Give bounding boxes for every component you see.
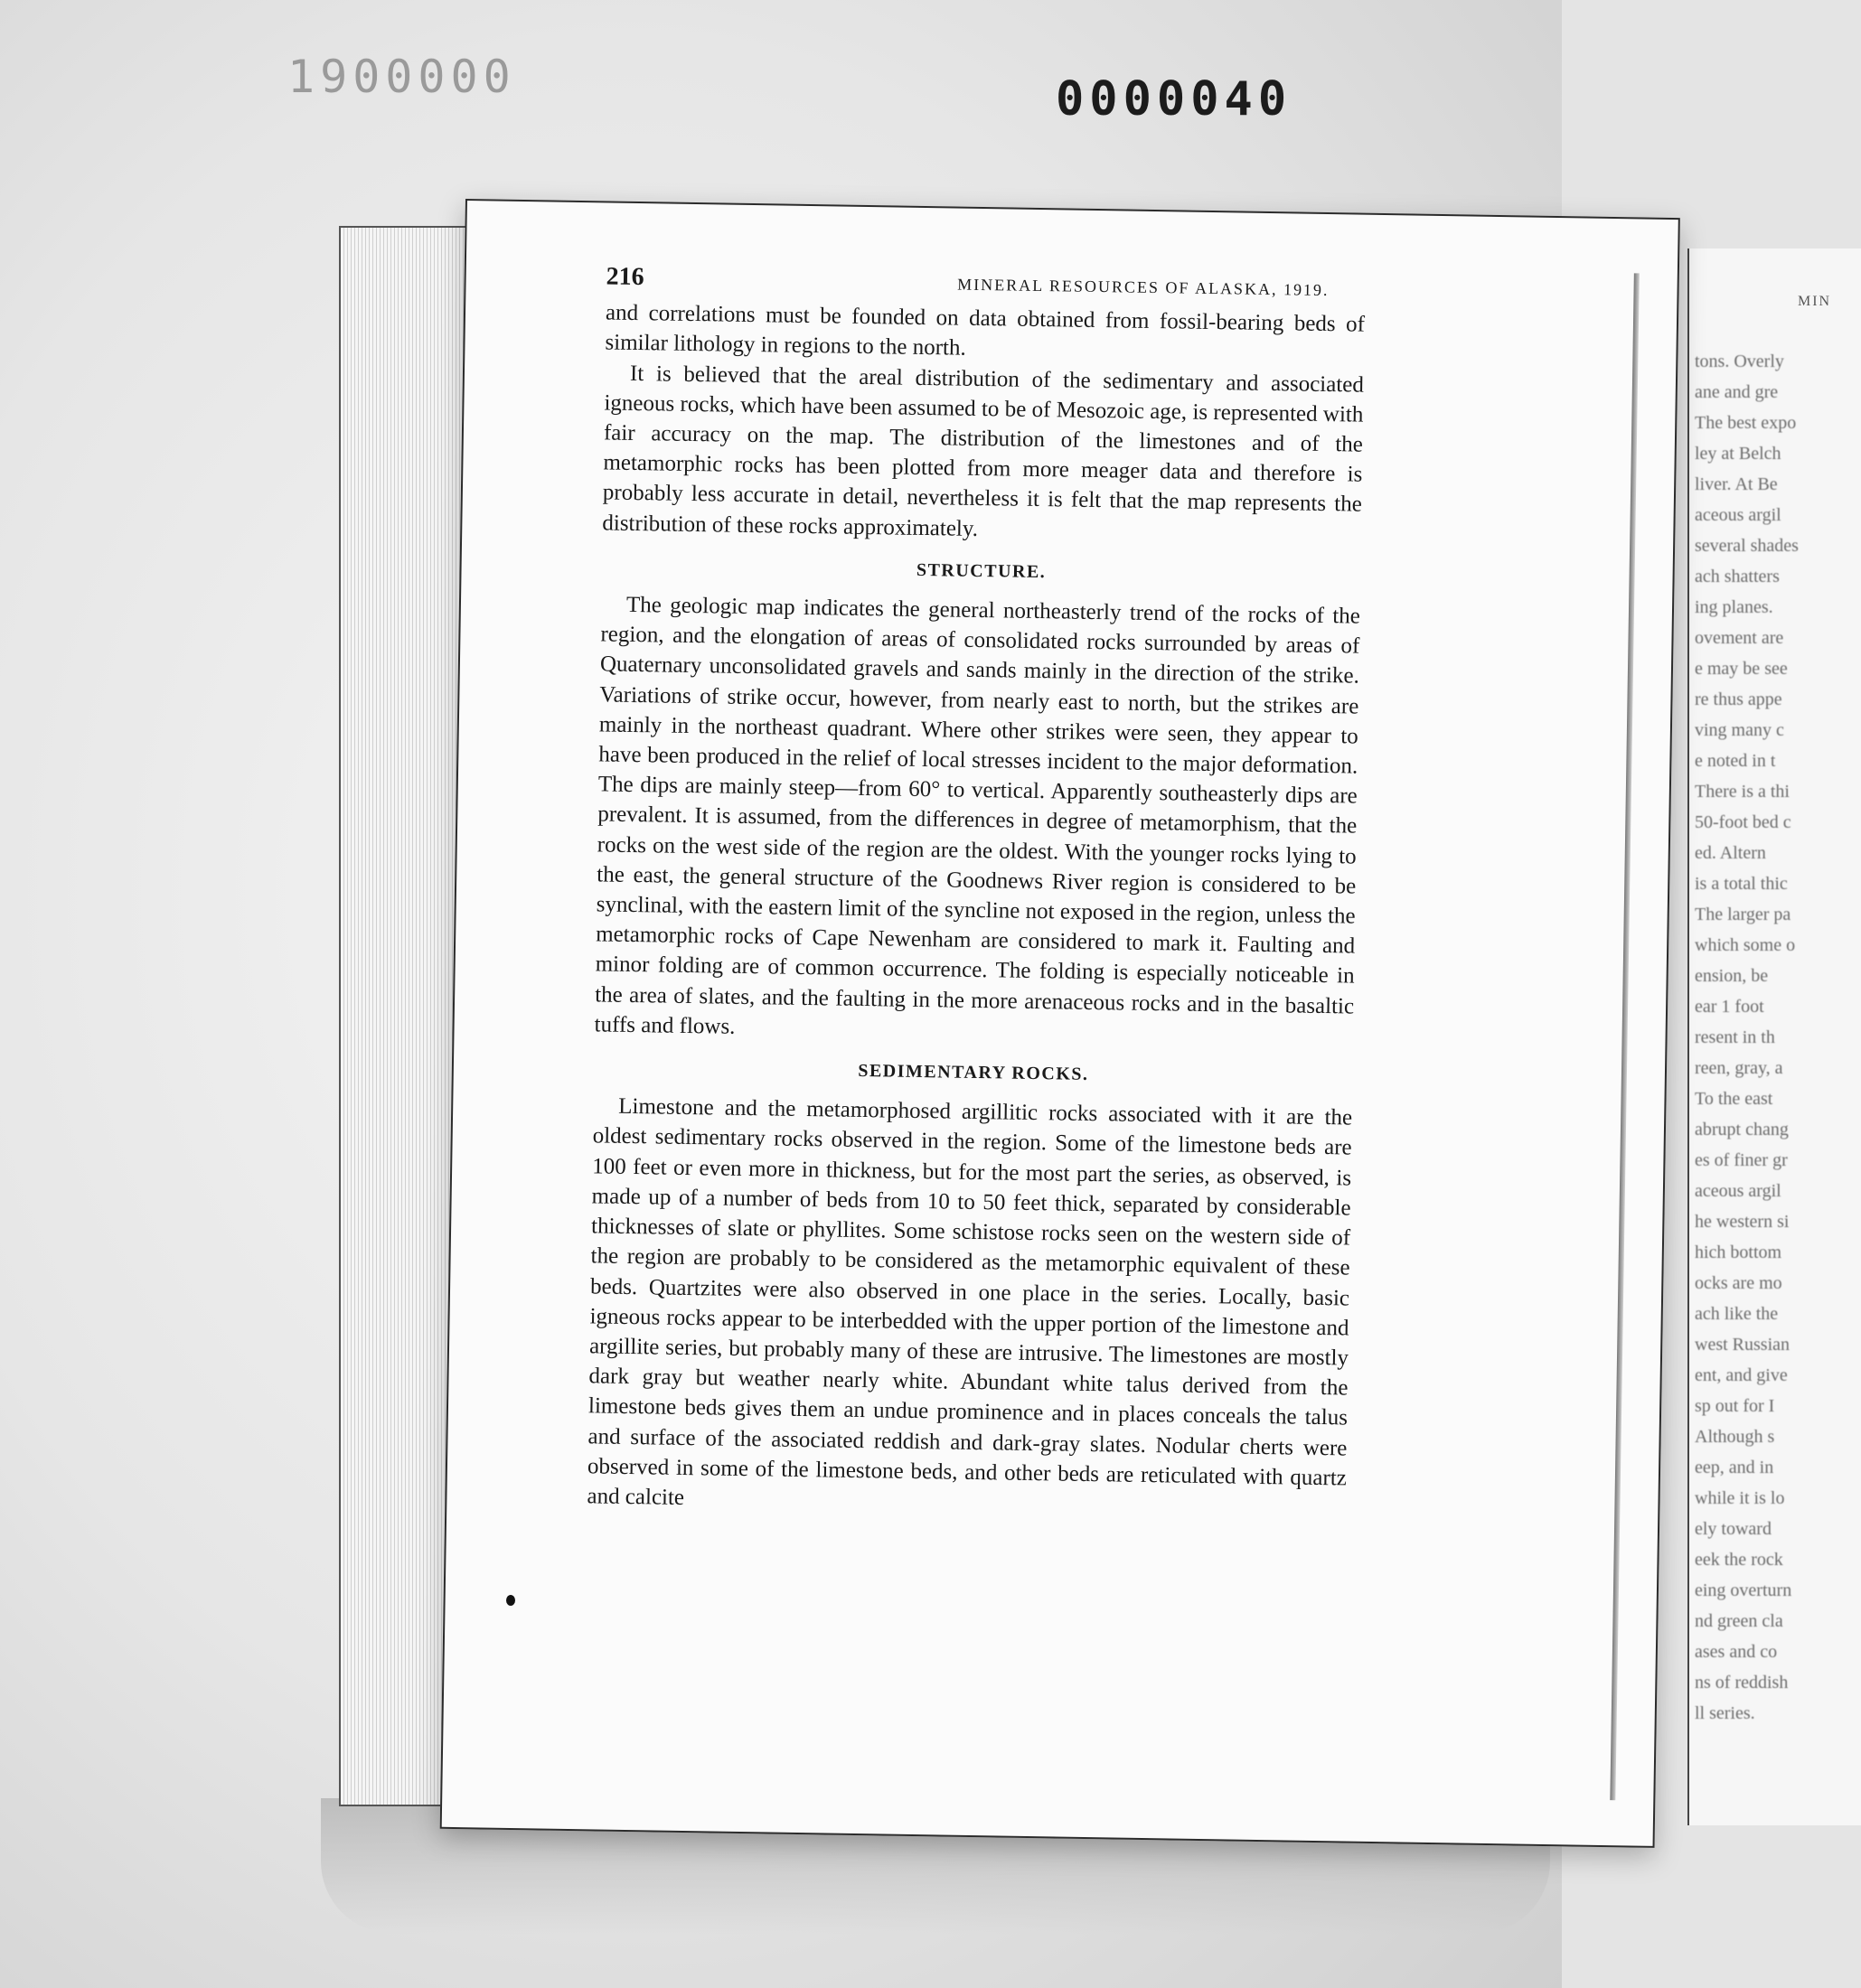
facing-page-line: ns of reddish [1695, 1673, 1789, 1693]
facing-page-line: is a total thic [1695, 874, 1788, 894]
facing-page-line: sp out for I [1695, 1396, 1775, 1416]
page-number: 216 [606, 262, 644, 292]
facing-page-line: aceous argil [1695, 1181, 1781, 1201]
open-book [312, 199, 1832, 1839]
facing-page-line: 50-foot bed c [1695, 812, 1791, 832]
facing-page-line: There is a thi [1695, 782, 1790, 802]
paragraph-areal-distribution: It is believed that the areal distribution of the sedimentary and associated igneous rocks, which have been assumed to be of Mesozoic age, is represented with fair accuracy on the map. The distribution of the limestones and of the metamorphic rocks has been plotted from more meager data and therefore is probably less accurate in detail, nevertheless it is felt that the map represents the distribution of these rocks approximately. [602, 361, 1365, 541]
facing-page-line: hich bottom [1695, 1242, 1782, 1262]
facing-page-line: The best expo [1695, 413, 1797, 433]
facing-page-line: ely toward [1695, 1519, 1772, 1539]
facing-page-running-head: MIN [1798, 294, 1832, 309]
facing-page-line: ane and gre [1695, 382, 1779, 402]
facing-page-line: he western si [1695, 1212, 1790, 1232]
facing-page-line: ear 1 foot [1695, 997, 1764, 1017]
facing-page-line: resent in th [1695, 1027, 1775, 1047]
facing-page-line: es of finer gr [1695, 1150, 1788, 1170]
facing-page-line: ach shatters [1695, 567, 1780, 586]
facing-page-line: e may be see [1695, 659, 1788, 679]
facing-page [1687, 248, 1861, 1825]
facing-page-line: ovement are [1695, 628, 1784, 648]
facing-page-line: ed. Altern [1695, 843, 1766, 863]
facing-page-line: ving many c [1695, 720, 1784, 740]
facing-page-line: while it is lo [1695, 1488, 1785, 1508]
page-content [587, 261, 1366, 1523]
heading-sedimentary-rocks: SEDIMENTARY ROCKS. [858, 1061, 1089, 1085]
facing-page-line: ent, and give [1695, 1365, 1788, 1385]
heading-structure: STRUCTURE. [916, 559, 1047, 582]
book-page [440, 199, 1680, 1848]
facing-page-line: abrupt chang [1695, 1120, 1789, 1139]
facing-page-line: west Russian [1695, 1335, 1790, 1355]
facing-page-line: ension, be [1695, 966, 1769, 986]
facing-page-line: Although s [1695, 1427, 1775, 1447]
paragraph-sedimentary-rocks: Limestone and the metamorphosed argillitic rocks associated with it are the oldest sedimentary rocks observed in the region. Some of the limestone beds are 100 feet or even more in thickness, but for the most part the series, as observed, is made up of a number of beds from 10 to 50 feet thick, separated by considerable thicknesses of slate or phyllites. Some schistose rocks seen on the western side of the region are probably to be considered as the metamorphic equivalent of these beds. Quartzites were also observed in one place in the series. Locally, basic igneous rocks appear to be interbedded with the upper portion of the limestone and argillite series, but probably many of these are intrusive. The limestones are mostly dark gray but weather nearly white. Abundant white talus derived from the limestone beds gives them an undue prominence and in places conceals the talus and surface of the associated reddish and dark-gray slates. Nodular cherts were observed in some of the limestone beds, and other beds are reticulated with quartz and calcite [587, 1094, 1353, 1510]
facing-page-line: which some o [1695, 935, 1796, 955]
document-id-stamp-left: 1900000 [287, 51, 516, 103]
ink-dot-mark [506, 1595, 515, 1606]
facing-page-line: reen, gray, a [1695, 1058, 1783, 1078]
document-id-stamp-right: 0000040 [1056, 72, 1292, 127]
paragraph-continuation: and correlations must be founded on data obtained from fossil-bearing beds of similar lithology in regions to the north. [605, 300, 1366, 361]
facing-page-text [1689, 346, 1861, 1729]
facing-page-line: The larger pa [1695, 905, 1791, 924]
facing-page-line: aceous argil [1695, 505, 1781, 525]
facing-page-line: eek the rock [1695, 1550, 1783, 1570]
facing-page-line: liver. At Be [1695, 474, 1778, 494]
running-title: MINERAL RESOURCES OF ALASKA, 1919. [957, 275, 1330, 300]
facing-page-line: ach like the [1695, 1304, 1779, 1324]
paragraph-structure: The geologic map indicates the general northeasterly trend of the rocks of the region, and the elongation of areas of consolidated rocks surrounded by areas of Quaternary unconsolidated gravels and sands mainly in the direction of the strike. Variations of strike occur, however, from nearly east to north, but the strikes are mainly in the northeast quadrant. Where other strikes were seen, they appear to have been produced in the relief of local stresses incident to the major deformation. The dips are mainly steep—from 60° to vertical. Apparently southeasterly dips are prevalent. It is assumed, from the differences in degree of metamorphism, that the rocks on the west side of the region are the oldest. With the younger rocks lying to the east, the general structure of the Goodnews River region is considered to be synclinal, with the eastern limit of the syncline not exposed in the region, unless the metamorphic rocks of Cape Newenham are considered to mark it. Faulting and minor folding are of common occurrence. The folding is especially noticeable in the area of slates, and the faulting in the more arenaceous rocks and in the basaltic tuffs and flows. [594, 592, 1361, 1039]
facing-page-line: ll series. [1695, 1703, 1755, 1723]
facing-page-line: tons. Overly [1695, 352, 1784, 371]
facing-page-line: ing planes. [1695, 597, 1773, 617]
facing-page-line: several shades [1695, 536, 1799, 556]
facing-page-line: ases and co [1695, 1642, 1778, 1662]
facing-page-line: ley at Belch [1695, 444, 1781, 464]
facing-page-line: eep, and in [1695, 1458, 1774, 1477]
facing-page-line: ocks are mo [1695, 1273, 1782, 1293]
facing-page-line: re thus appe [1695, 689, 1782, 709]
facing-page-line: eing overturn [1695, 1580, 1792, 1600]
facing-page-line: nd green cla [1695, 1611, 1783, 1631]
facing-page-line: To the east [1695, 1089, 1773, 1109]
facing-page-line: e noted in t [1695, 751, 1776, 771]
page-gutter [1610, 273, 1640, 1800]
